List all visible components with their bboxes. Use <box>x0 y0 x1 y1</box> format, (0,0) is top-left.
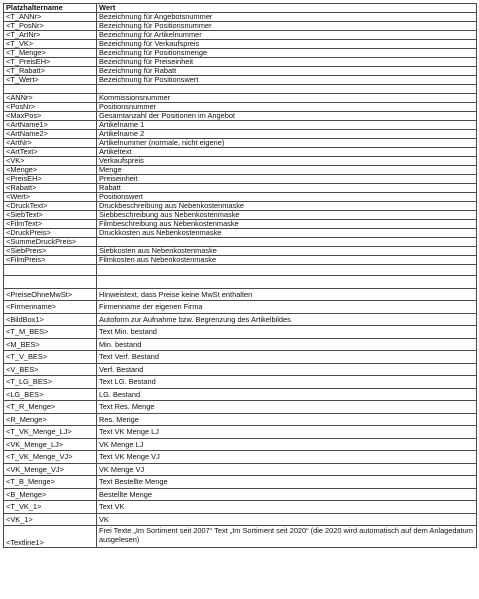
table-row <box>4 313 477 326</box>
value-cell: Text Bestellte Menge <box>97 476 477 489</box>
placeholder-name-cell: <SiebText> <box>4 211 97 220</box>
placeholder-name-cell: <Firmenname> <box>4 301 97 314</box>
table-row <box>4 67 477 76</box>
value-cell: VK <box>97 513 477 526</box>
placeholder-name-cell: <SiebPreis> <box>4 247 97 256</box>
placeholder-name-cell: <VK_Menge_VJ> <box>4 463 97 476</box>
value-cell: Hinweistext, dass Preise keine MwSt enthalten <box>97 288 477 301</box>
table-row <box>4 438 477 451</box>
table-row <box>4 220 477 229</box>
placeholder-name-cell: <VK_Menge_LJ> <box>4 438 97 451</box>
table-row <box>4 451 477 464</box>
value-cell: Bezeichnung für Angebotsnummer <box>97 13 477 22</box>
placeholder-name-cell: <ArtName2> <box>4 130 97 139</box>
table-row <box>4 351 477 364</box>
table-row <box>4 121 477 130</box>
table-row <box>4 265 477 276</box>
placeholder-name-cell: <VK_1> <box>4 513 97 526</box>
value-cell: Frei Texte „Im Sortiment seit 2007“ Text „Im Sortiment seit 2020“ (die 2020 wird automatisch auf dem Anlagedatum ausgelesen) <box>97 526 477 548</box>
header-placeholder-name: Platzhaltername <box>4 4 97 13</box>
placeholder-name-cell: <MaxPos> <box>4 112 97 121</box>
value-cell <box>97 238 477 247</box>
placeholder-name-cell: <T_Rabatt> <box>4 67 97 76</box>
value-cell: VK Menge VJ <box>97 463 477 476</box>
document-page <box>3 3 476 548</box>
placeholder-name-cell: <PreiseOhneMwSt> <box>4 288 97 301</box>
header-value: Wert <box>97 4 477 13</box>
placeholder-name-cell: <DruckPreis> <box>4 229 97 238</box>
placeholder-name-cell: <T_VK> <box>4 40 97 49</box>
value-cell: Text Min. bestand <box>97 326 477 339</box>
table-row <box>4 22 477 31</box>
table-row <box>4 112 477 121</box>
placeholder-name-cell <box>4 265 97 276</box>
value-cell: Positionswert <box>97 193 477 202</box>
table-row <box>4 363 477 376</box>
table-row <box>4 184 477 193</box>
table-row <box>4 513 477 526</box>
placeholder-table <box>3 3 477 548</box>
placeholder-name-cell: <Wert> <box>4 193 97 202</box>
table-row <box>4 401 477 414</box>
table-row <box>4 501 477 514</box>
value-cell: Text LG. Bestand <box>97 376 477 389</box>
placeholder-name-cell <box>4 85 97 94</box>
value-cell: Verkaufspreis <box>97 157 477 166</box>
value-cell: Artikeltext <box>97 148 477 157</box>
placeholder-name-cell: <PreisEH> <box>4 175 97 184</box>
value-cell <box>97 276 477 289</box>
table-row <box>4 338 477 351</box>
placeholder-name-cell: <LG_BES> <box>4 388 97 401</box>
value-cell: Druckbeschreibung aus Nebenkostenmaske <box>97 202 477 211</box>
placeholder-name-cell: <T_R_Menge> <box>4 401 97 414</box>
table-row <box>4 148 477 157</box>
value-cell: Gesamtanzahl der Positionen im Angebot <box>97 112 477 121</box>
placeholder-name-cell: <B_Menge> <box>4 488 97 501</box>
table-row <box>4 229 477 238</box>
table-row <box>4 103 477 112</box>
value-cell: Preiseinheit <box>97 175 477 184</box>
value-cell: Menge <box>97 166 477 175</box>
value-cell: Autoform zur Aufnahme bzw. Begrenzung des Artikelbildes <box>97 313 477 326</box>
value-cell: Bezeichnung für Preiseinheit <box>97 58 477 67</box>
table-row <box>4 130 477 139</box>
value-cell: Bezeichnung für Positionswert <box>97 76 477 85</box>
placeholder-name-cell: <T_Wert> <box>4 76 97 85</box>
value-cell: Bezeichnung für Positionsnummer <box>97 22 477 31</box>
placeholder-name-cell: <V_BES> <box>4 363 97 376</box>
table-row <box>4 85 477 94</box>
value-cell: Bestellte Menge <box>97 488 477 501</box>
table-row <box>4 58 477 67</box>
placeholder-name-cell: <Menge> <box>4 166 97 175</box>
placeholder-name-cell: <ArtNr> <box>4 139 97 148</box>
table-row <box>4 413 477 426</box>
value-cell: Bezeichnung für Verkaufspreis <box>97 40 477 49</box>
value-cell: Bezeichnung für Artikelnummer <box>97 31 477 40</box>
value-cell: Text VK <box>97 501 477 514</box>
placeholder-name-cell: <T_LG_BES> <box>4 376 97 389</box>
value-cell: VK Menge LJ <box>97 438 477 451</box>
value-cell: Kommissionsnummer <box>97 94 477 103</box>
value-cell: Siebbeschreibung aus Nebenkostenmaske <box>97 211 477 220</box>
placeholder-name-cell: <T_M_BES> <box>4 326 97 339</box>
table-row <box>4 238 477 247</box>
table-row <box>4 175 477 184</box>
value-cell: Text Verf. Bestand <box>97 351 477 364</box>
value-cell <box>97 265 477 276</box>
value-cell: Firmenname der eigenen Firma <box>97 301 477 314</box>
table-row <box>4 94 477 103</box>
placeholder-name-cell: <SummeDruckPreis> <box>4 238 97 247</box>
table-row <box>4 288 477 301</box>
table-row <box>4 247 477 256</box>
value-cell: Verf. Bestand <box>97 363 477 376</box>
placeholder-name-cell: <FilmPreis> <box>4 256 97 265</box>
value-cell: Positionsnummer <box>97 103 477 112</box>
table-row <box>4 426 477 439</box>
table-row <box>4 388 477 401</box>
value-cell: Artikelnummer (normale, nicht eigene) <box>97 139 477 148</box>
table-body <box>4 13 477 548</box>
value-cell: Min. bestand <box>97 338 477 351</box>
value-cell: Rabatt <box>97 184 477 193</box>
value-cell: Artikelname 2 <box>97 130 477 139</box>
table-row <box>4 211 477 220</box>
placeholder-name-cell: <ArtText> <box>4 148 97 157</box>
table-row <box>4 301 477 314</box>
table-row <box>4 166 477 175</box>
value-cell: Druckkosten aus Nebenkostenmaske <box>97 229 477 238</box>
placeholder-name-cell <box>4 276 97 289</box>
table-row <box>4 488 477 501</box>
placeholder-name-cell: <T_VK_1> <box>4 501 97 514</box>
value-cell: LG. Bestand <box>97 388 477 401</box>
placeholder-name-cell: <T_V_BES> <box>4 351 97 364</box>
table-row <box>4 202 477 211</box>
value-cell: Text Res. Menge <box>97 401 477 414</box>
placeholder-name-cell: <PosNr> <box>4 103 97 112</box>
value-cell: Text VK Menge LJ <box>97 426 477 439</box>
table-row <box>4 326 477 339</box>
table-row <box>4 376 477 389</box>
value-cell: Filmkosten aus Nebenkostenmaske <box>97 256 477 265</box>
table-row <box>4 40 477 49</box>
table-row <box>4 476 477 489</box>
placeholder-name-cell: <T_PosNr> <box>4 22 97 31</box>
placeholder-name-cell: <T_PreisEH> <box>4 58 97 67</box>
table-row <box>4 256 477 265</box>
table-row <box>4 193 477 202</box>
placeholder-name-cell: <DruckText> <box>4 202 97 211</box>
value-cell: Bezeichnung für Positionsmenge <box>97 49 477 58</box>
value-cell: Bezeichnung für Rabatt <box>97 67 477 76</box>
table-row <box>4 526 477 548</box>
value-cell: Artikelname 1 <box>97 121 477 130</box>
table-row <box>4 13 477 22</box>
placeholder-name-cell: <R_Menge> <box>4 413 97 426</box>
value-cell: Siebkosten aus Nebenkostenmaske <box>97 247 477 256</box>
table-header-row <box>4 4 477 13</box>
value-cell: Filmbeschreibung aus Nebenkostenmaske <box>97 220 477 229</box>
table-row <box>4 276 477 289</box>
placeholder-name-cell: <T_ArtNr> <box>4 31 97 40</box>
placeholder-name-cell: <M_BES> <box>4 338 97 351</box>
table-row <box>4 157 477 166</box>
table-row <box>4 49 477 58</box>
placeholder-name-cell: <T_VK_Menge_VJ> <box>4 451 97 464</box>
placeholder-name-cell: <FilmText> <box>4 220 97 229</box>
placeholder-name-cell: <BildBox1> <box>4 313 97 326</box>
table-row <box>4 31 477 40</box>
placeholder-name-cell: <T_Menge> <box>4 49 97 58</box>
placeholder-name-cell: <VK> <box>4 157 97 166</box>
placeholder-name-cell: <Textline1> <box>4 526 97 548</box>
placeholder-name-cell: <T_ANNr> <box>4 13 97 22</box>
table-row <box>4 139 477 148</box>
placeholder-name-cell: <T_B_Menge> <box>4 476 97 489</box>
placeholder-name-cell: <Rabatt> <box>4 184 97 193</box>
value-cell <box>97 85 477 94</box>
table-row <box>4 463 477 476</box>
placeholder-name-cell: <T_VK_Menge_LJ> <box>4 426 97 439</box>
table-row <box>4 76 477 85</box>
value-cell: Res. Menge <box>97 413 477 426</box>
value-cell: Text VK Menge VJ <box>97 451 477 464</box>
placeholder-name-cell: <ArtName1> <box>4 121 97 130</box>
placeholder-name-cell: <ANNr> <box>4 94 97 103</box>
